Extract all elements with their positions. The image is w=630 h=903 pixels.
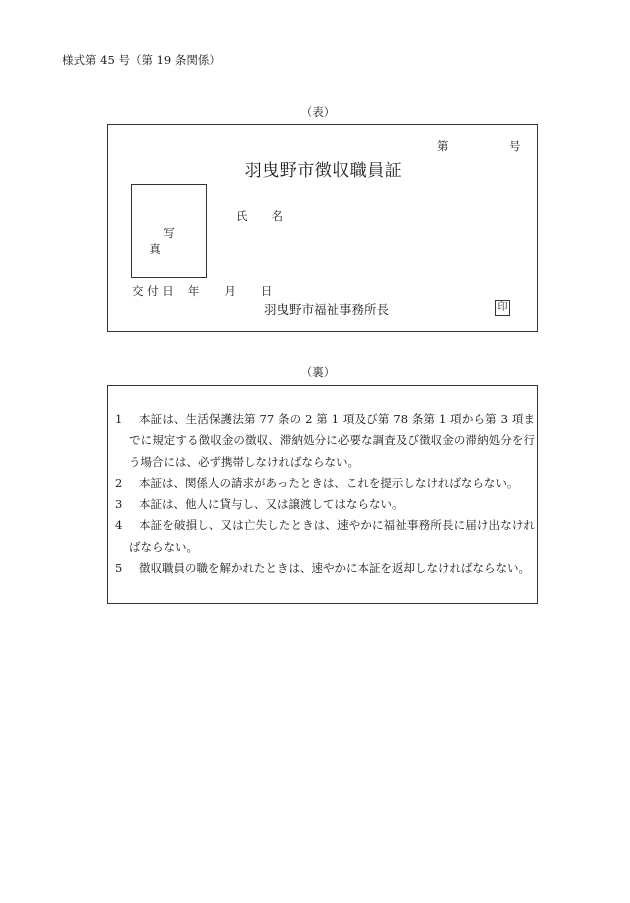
list-item xyxy=(115,558,535,579)
list-item-text: 本証は、関係人の請求があったときは、これを提示しなければならない。 xyxy=(139,475,519,490)
id-card-front xyxy=(107,124,538,332)
card-title: 羽曳野市徴収職員証 xyxy=(244,161,403,181)
list-item xyxy=(115,409,535,473)
list-item-text: 本証を破損し、又は亡失したときは、速やかに福祉事務所長に届け出なければならない。 xyxy=(129,518,535,554)
list-item-number: 5 xyxy=(115,561,123,576)
name-label-first: 氏 xyxy=(236,209,248,223)
issue-date-row xyxy=(132,283,272,299)
form-number-label: 様式第 45 号（第 19 条関係） xyxy=(62,53,221,67)
list-item-number: 3 xyxy=(115,497,123,512)
name-label xyxy=(236,208,283,224)
list-item-text: 徴収職員の職を解かれたときは、速やかに本証を返却しなければならない。 xyxy=(139,561,530,576)
photo-label: 写真 xyxy=(149,226,203,256)
card-number-suffix: 号 xyxy=(509,139,521,153)
photo-area xyxy=(131,184,207,278)
list-item-text: 本証は、他人に貸与し、又は譲渡してはならない。 xyxy=(139,497,404,512)
seal-mark: 印 xyxy=(495,300,510,316)
card-number-prefix: 第 xyxy=(437,139,449,153)
list-item xyxy=(115,473,535,494)
month-label: 月 xyxy=(224,284,236,298)
list-item-number: 4 xyxy=(115,518,123,533)
list-item-number: 1 xyxy=(115,412,123,426)
issue-date-label: 交 付 日 xyxy=(132,284,174,298)
issuer-name: 羽曳野市福祉事務所長 xyxy=(264,302,390,317)
notice-list xyxy=(115,409,535,579)
id-card-back xyxy=(107,385,538,604)
year-label: 年 xyxy=(187,284,200,298)
list-item-number: 2 xyxy=(115,475,123,490)
list-item xyxy=(115,494,535,515)
front-section-label: （表） xyxy=(300,105,336,119)
name-label-second: 名 xyxy=(271,209,283,223)
back-section-label: （裏） xyxy=(300,365,336,379)
day-label: 日 xyxy=(260,284,273,298)
list-item-text: 本証は、生活保護法第 77 条の 2 第 1 項及び第 78 条第 1 項から第 3 項までに規定する徴収金の徴収、滞納処分に必要な調査及び徴収金の滞納処分を行う場合には、必ず携帯しなければならない。 xyxy=(129,412,535,469)
list-item xyxy=(115,515,535,558)
